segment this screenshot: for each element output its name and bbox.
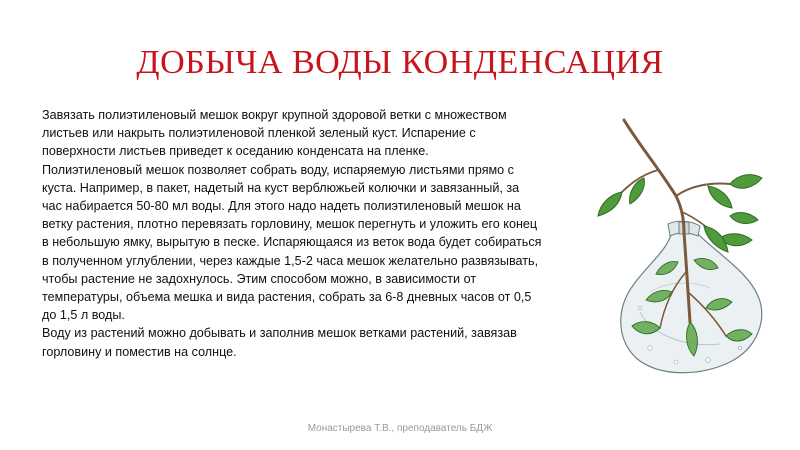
paragraph-alternative: Воду из растений можно добывать и заполнив мешок ветками растений, завязав горловину и поместив на солнце. bbox=[42, 326, 517, 359]
slide-footer: Монастырева Т.В., преподаватель БДЖ bbox=[307, 423, 493, 434]
slide-body bbox=[42, 106, 542, 361]
paragraph-method: Полиэтиленовый мешок позволяет собрать воду, испаряемую листьями прямо с куста. Например, в пакет, надетый на куст верблюжьей колючки и завязанный, за час набирается 50-80 мл воды. Для этого надо надеть полиэтиленовый мешок на ветку растения, плотно перевязать горловину, мешок перегнуть и уложить его конец в небольшую ямку, вырытую в песке. Испаряющаяся из веток вода будет собираться в полученном углублении, через каждые 1,5-2 часа мешок желательно развязывать, чтобы растение не задохнулось. Этим способом можно, в зависимости от температуры, объема мешка и вида растения, собрать за 6-8 дневных часов от 0,5 до 1,5 л воды. bbox=[42, 162, 542, 323]
branch-in-plastic-bag-illustration bbox=[580, 112, 780, 382]
slide-title: ДОБЫЧА ВОДЫ КОНДЕНСАЦИЯ bbox=[136, 44, 664, 81]
paragraph-intro: Завязать полиэтиленовый мешок вокруг крупной здоровой ветки с множеством листьев или накрыть полиэтиленовой пленкой зеленый куст. Испарение с поверхности листьев приведет к оседанию конденсата на пленке. bbox=[42, 108, 507, 159]
